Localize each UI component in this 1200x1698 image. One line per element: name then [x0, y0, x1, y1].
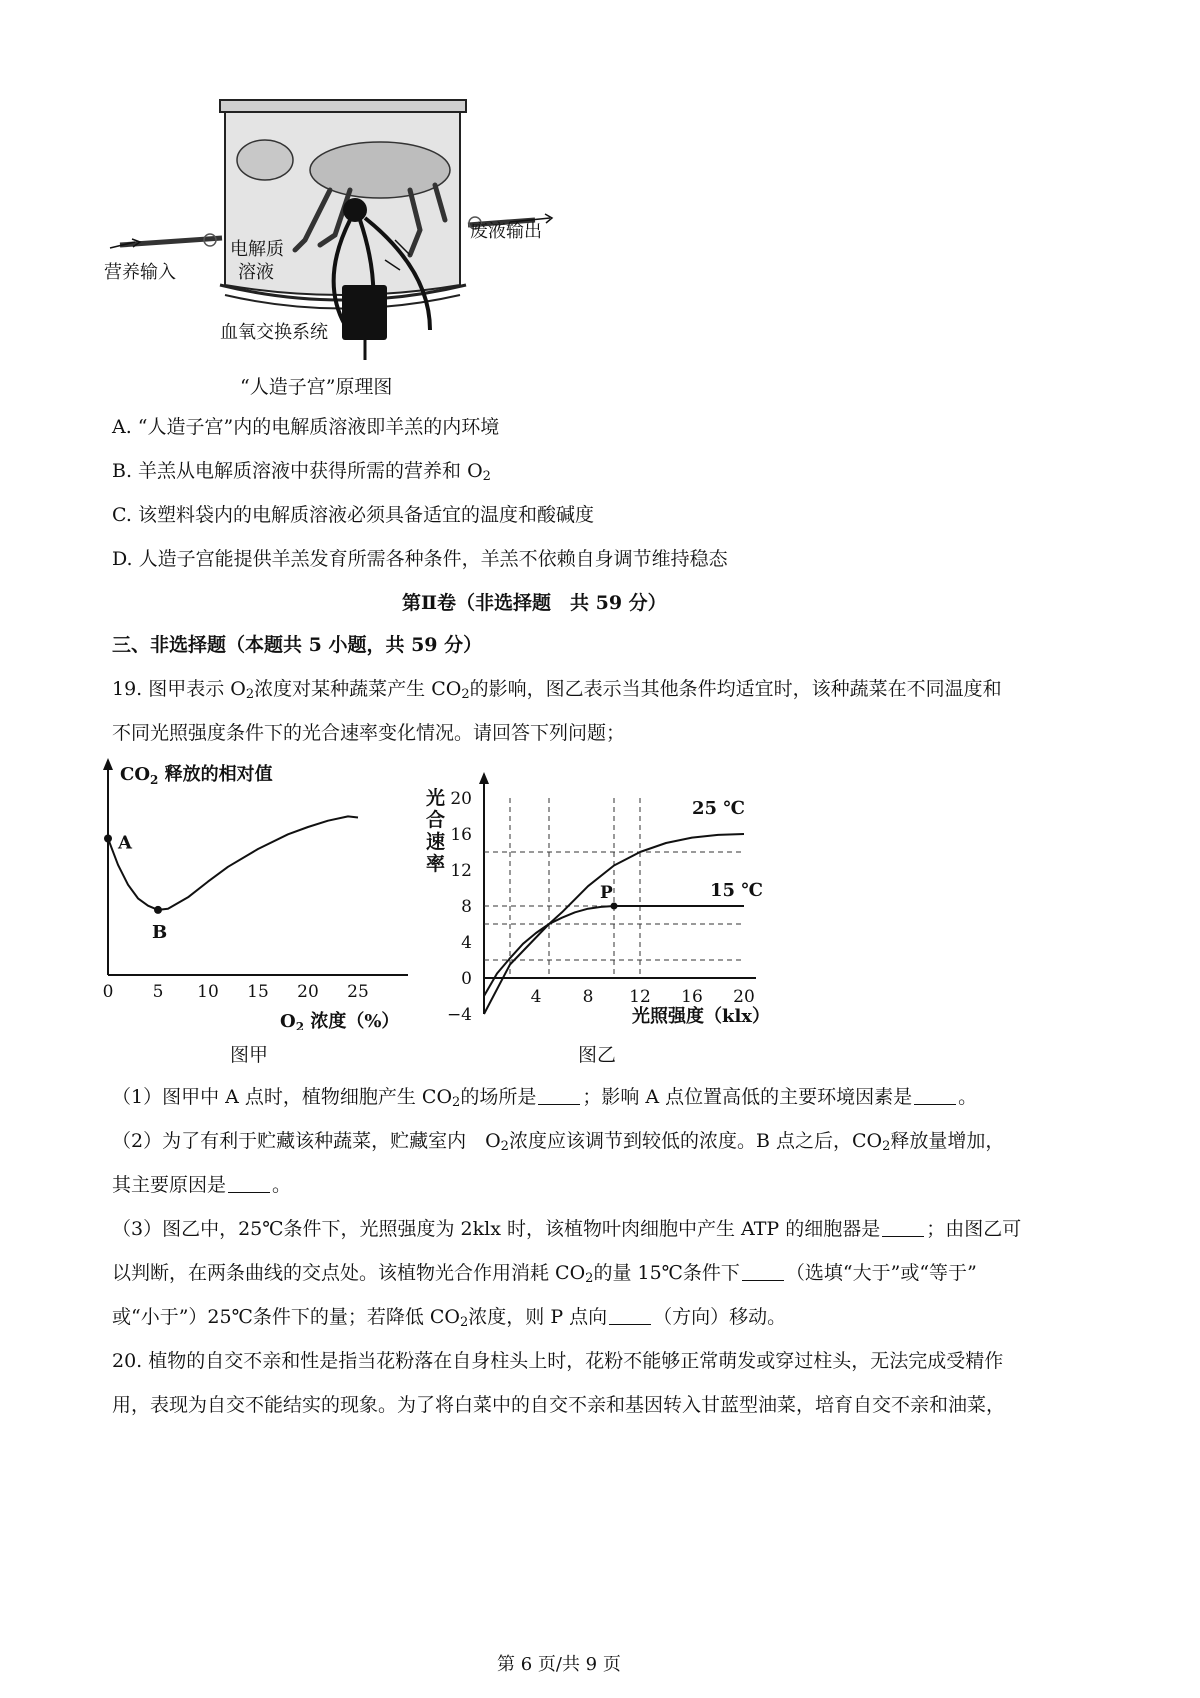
chart-yi	[420, 770, 800, 1040]
x-tick-label: 10	[197, 982, 219, 1002]
chart-jia	[90, 750, 420, 1030]
point-label-b: B	[152, 921, 168, 943]
series-label: 25 ℃	[692, 798, 745, 819]
answer-blank[interactable]	[914, 1086, 956, 1105]
x-axis-label: 光照强度（klx）	[632, 1006, 771, 1027]
series-label: 15 ℃	[710, 880, 763, 901]
point-label-p: P	[600, 883, 613, 903]
q19-sub3-line3: 或“小于”）25℃条件下的量；若降低 $CO_2$浓度，则 P 点向 （方向）移动。	[112, 1306, 787, 1330]
option-a: A. “人造子宫”内的电解质溶液即羊羔的内环境	[112, 416, 500, 438]
x-axis-label: $O_2$ 浓度（%）	[280, 1011, 400, 1030]
point-label-a: A	[118, 832, 132, 854]
y-tick-label: −4	[446, 1005, 472, 1025]
option-d: D. 人造子宫能提供羊羔发育所需各种条件，羊羔不依赖自身调节维持稳态	[112, 548, 728, 570]
answer-blank[interactable]	[882, 1218, 924, 1237]
x-tick-label: 25	[347, 982, 369, 1002]
x-tick-label: 12	[629, 987, 651, 1007]
x-tick-label: 0	[102, 982, 114, 1002]
q20-line1: 20. 植物的自交不亲和性是指当花粉落在自身柱头上时，花粉不能够正常萌发或穿过柱头，无法完成受精作	[112, 1350, 1004, 1372]
y-axis-label-char: 速	[426, 831, 446, 853]
x-tick-label: 15	[247, 982, 269, 1002]
y-tick-label: 0	[461, 969, 472, 989]
x-tick-label: 5	[152, 982, 164, 1002]
y-tick-label: 12	[450, 861, 472, 881]
y-axis-arrow	[479, 772, 489, 784]
answer-blank[interactable]	[538, 1086, 580, 1105]
y-axis-label-char: 光	[426, 787, 446, 809]
label-waste-out: 废液输出	[470, 221, 542, 242]
label-nutrient-in: 营养输入	[104, 262, 176, 283]
answer-blank[interactable]	[609, 1306, 651, 1325]
section2-title: 第Ⅱ卷（非选择题 共 59 分）	[402, 592, 667, 614]
label-blood-oxygen: 血氧交换系统	[220, 322, 328, 343]
y-axis-arrow	[103, 758, 113, 770]
chart-jia-title: 图甲	[230, 1044, 269, 1066]
series-line	[108, 816, 358, 910]
y-axis-label: $CO_2$ 释放的相对值	[120, 764, 273, 787]
y-tick-label: 20	[450, 789, 472, 809]
q20-line2: 用，表现为自交不能结实的现象。为了将白菜中的自交不亲和基因转入甘蓝型油菜，培育自交不亲和油菜，	[112, 1394, 1006, 1416]
x-tick-label: 16	[681, 987, 703, 1007]
q19-sub3-line2: 以判断，在两条曲线的交点处。该植物光合作用消耗 $CO_2$的量 15℃条件下 （选填“大于”或“等于”	[112, 1262, 977, 1286]
y-axis-label-char: 率	[426, 853, 446, 875]
x-tick-label: 20	[733, 987, 755, 1007]
q19-sub3-line1: （3）图乙中，25℃条件下，光照强度为 2klx 时，该植物叶肉细胞中产生 ATP 的细胞器是 ；由图乙可	[112, 1218, 1022, 1240]
x-tick-label: 8	[582, 987, 594, 1007]
y-tick-label: 4	[461, 933, 472, 953]
section3-heading: 三、非选择题（本题共 5 小题，共 59 分）	[112, 634, 483, 656]
y-tick-label: 16	[450, 825, 472, 845]
option-c: C. 该塑料袋内的电解质溶液必须具备适宜的温度和酸碱度	[112, 504, 594, 526]
point-p	[611, 903, 618, 910]
label-electrolyte-1: 电解质	[230, 239, 284, 260]
answer-blank[interactable]	[228, 1174, 270, 1193]
point-b	[154, 906, 162, 914]
chart-yi-title: 图乙	[578, 1044, 617, 1066]
artificial-womb-figure	[80, 90, 620, 390]
q19-sub1: （1）图甲中 A 点时，植物细胞产生 $CO_2$的场所是 ；影响 A 点位置高低的主要环境因素是 。	[112, 1086, 978, 1110]
q19-line1: 19. 图甲表示 $O_2$浓度对某种蔬菜产生 $CO_2$的影响，图乙表示当其他条件均适宜时，该种蔬菜在不同温度和	[112, 678, 1002, 702]
answer-blank[interactable]	[742, 1262, 784, 1281]
y-axis-label-char: 合	[426, 809, 446, 831]
figure1-caption: “人造子宫”原理图	[240, 376, 393, 398]
q19-line2: 不同光照强度条件下的光合速率变化情况。请回答下列问题；	[112, 722, 626, 744]
q19-sub2-line1: （2）为了有利于贮藏该种蔬菜，贮藏室内 $O_2$浓度应该调节到较低的浓度。B 点之后，$CO_2$释放量增加，	[112, 1130, 1005, 1154]
x-tick-label: 20	[297, 982, 319, 1002]
y-tick-label: 8	[461, 897, 472, 917]
q19-sub2-line2: 其主要原因是 。	[112, 1174, 292, 1196]
page-footer: 第 6 页/共 9 页	[497, 1654, 621, 1675]
point-a	[104, 835, 112, 843]
label-electrolyte-2: 溶液	[238, 262, 274, 283]
x-tick-label: 4	[530, 987, 542, 1007]
option-b: B. 羊羔从电解质溶液中获得所需的营养和 $O_2$	[112, 460, 491, 484]
